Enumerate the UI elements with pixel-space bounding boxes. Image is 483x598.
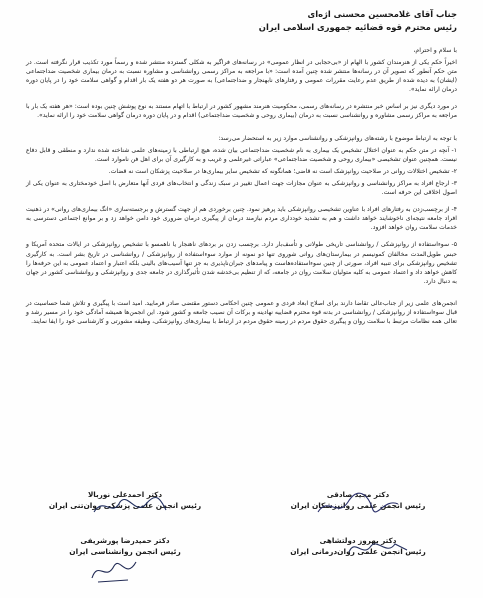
- signature-poorsharifi: [20, 536, 230, 557]
- paragraph-closing: انجمن‌های علمی زیر از جناب‌عالی تقاضا دارند برای اصلاح ابعاد فردی و عمومی چنین احکامی دستور مقتضی صادر فرمایید. امید است با پیگیری و تلاش شما حساسیت در قبال سوءاستفاده از روانپزشکی / روانشناسی در بدنه قوه محترم قضاییه نهادینه و برکات آن نصیب جامعه و کشور شود. این انجمن‌ها همیشه آمادگی خود را در مسیر رشد و تعالی همه نظامات مرتبط با سلامت روان و پیگیری حقوق مردم در زمینه حقوق مردم در ارتباط با بیماری‌های روانپزشکی، وظیفه مشورتی و کارشناسی خود را ایفا نمایند.: [25, 299, 457, 326]
- paragraph-second-case: در مورد دیگری نیز بر اساس خبر منتشره در رسانه‌های رسمی، محکومیت هنرمند مشهور کشور در ارتباط با اتهام مستند به نوع پوشش چنین بوده است: «هر هفته یک بار با مراجعه به مراکز رسمی مشاوره و روانشناسی نسبت به درمان (بیماری روحی و شخصیت ضداجتماعی) اقدام و در پایان دوره درمان گواهی سلامت خود را ارائه نماید».: [26, 103, 457, 120]
- signature-noorbala: [20, 490, 230, 511]
- salutation: با سلام و احترام،: [413, 47, 457, 54]
- point-5: ۵- سوءاستفاده از روانپزشکی / روانشناسی تاریخی طولانی و تأسف‌بار دارد. برچسب زدن بر بردهای ناهنجار یا ناهمسو با تشخیص روانپزشکی در ایالات متحده آمریکا و حبس طویل‌المدت مخالفان کمونیسم در بیمارستان‌های روانی شوروی تنها دو نمونه از موارد سوءاستفاده از روانپزشکی / روانشناسی در تاریخ بشر است. به کارگیری تشخیص روانپزشکی برای تنبیه افراد، صورتی از چنین سوءاستفاده‌هاست و پیامدهای جبران‌ناپذیری به جز تنها آسیب‌های بالینی بلکه اعتبار و اعتماد عمومی به این حرفه‌ها را کاهش خواهد داد و اعتماد عمومی به کلیه متولیان سلامت روان در جامعه، که از تنظیم بی‌خدشه شدن تأثیرگذاری در جامعه جدی و روانپزشکی و روانشناسی کشور در جهان به دنبال دارد.: [26, 241, 457, 285]
- signer-name: دکتر مجید صادقی: [326, 490, 390, 499]
- signer-title: رئیس انجمن علمی روان‌درمانی ایران: [290, 547, 426, 556]
- signer-name: دکتر بهروز دولتشاهی: [319, 536, 397, 545]
- signature-dolatshahi: [253, 536, 463, 557]
- paragraph-intro: اخیراً حکم یکی از هنرمندان کشور با الهام از «بی‌حجابی در انظار عمومی» در رسانه‌های فراگیر به شکلی گسترده منتشر شده و رسماً مورد تکذیب قرار نگرفته است. در متن حکم آنطور که تصویر آن در رسانه‌ها منتشر شده چنین آمده است: «با مراجعه به مراکز رسمی روانشناسی و مشاوره نسبت به درمان بیماری شخصیت ضداجتماعی (ایشان) به دیده شده از طریق عدم رعایت مقررات عمومی و رفتارهای نابهنجار و ضداجتماعی) به صورت هر دو هفته یک بار اقدام و گواهی سلامت خود را در پایان دوره درمان ارائه نماید».: [26, 59, 457, 94]
- signer-title: رئیس انجمن روانشناسی ایران: [69, 547, 181, 556]
- paragraph-points-intro: با توجه به ارتباط موضوع با رشته‌های روانپزشکی و روانشناسی موارد زیر به استحضار می‌رسد:: [218, 134, 457, 142]
- addressee-name: جناب آقای غلامحسین محسنی اژه‌ای: [307, 9, 457, 19]
- point-1: ۱- آنچه در متن حکم به عنوان اختلال تشخیص یک بیماری به نام شخصیت ضداجتماعی بیان شده، هیچ ارتباطی با زمینه‌های علمی شناخته شده ندارد و منطقی و قابل دفاع نیست. همچنین عنوان تشخیصی «بیماری روحی و شخصیت ضداجتماعی» عباراتی غیرعلمی و غریب و به کارگیری آن برای اهل فن ناموارد است.: [26, 146, 457, 163]
- signer-name: دکتر احمدعلی نوربالا: [87, 490, 163, 499]
- point-2: ۲- تشخیص اختلالات روانی در صلاحیت روانپزشک است نه قاضی؛ همانگونه که تشخیص سایر بیماری‌ها در صلاحیت پزشکان است نه قضات.: [108, 167, 457, 175]
- signer-title: رئیس انجمن علمی روانپزشکان ایران: [290, 501, 426, 510]
- addressee-block: [12, 8, 457, 34]
- addressee-title: رئیس محترم قوه قضائیه جمهوری اسلامی ایران: [258, 22, 457, 32]
- signature-block: [20, 490, 463, 590]
- signer-name: دکتر حمیدرضا پورشریفی: [80, 536, 170, 545]
- signer-title: رئیس انجمن علمی پزشکی روان‌تنی ایران: [48, 501, 202, 510]
- point-3: ۳- ارجاع افراد به مراکز روانشناسی و روانپزشکی به عنوان مجازات جهت اعمال تغییر در سبک زندگی و انتخاب‌های فردی آنها متعارض با اصل خودمختاری به عنوان یکی از اصول اخلاقی این حرفه است.: [26, 179, 457, 197]
- signature-sadeghi: [253, 490, 463, 511]
- handwritten-signature-icon: [84, 552, 144, 586]
- point-4: ۴- از برچسب‌زدن به رفتارهای افراد با عناوین تشخیصی روانپزشکی باید پرهیز نمود. چنین برخوردی هم از جهت گسترش و برجسته‌سازی «انگ بیماری‌های روانی» در ذهنیت افراد جامعه نتیجه‌ای ناخوشایند خواهد داشت و هم به تشدید خودداری مردم نیازمند درمان از پیگیری درمان ضروری خود دامن خواهد زد و بر موانع اجتماعی دسترسی به خدمات سلامت روان خواهد افزود.: [26, 206, 457, 232]
